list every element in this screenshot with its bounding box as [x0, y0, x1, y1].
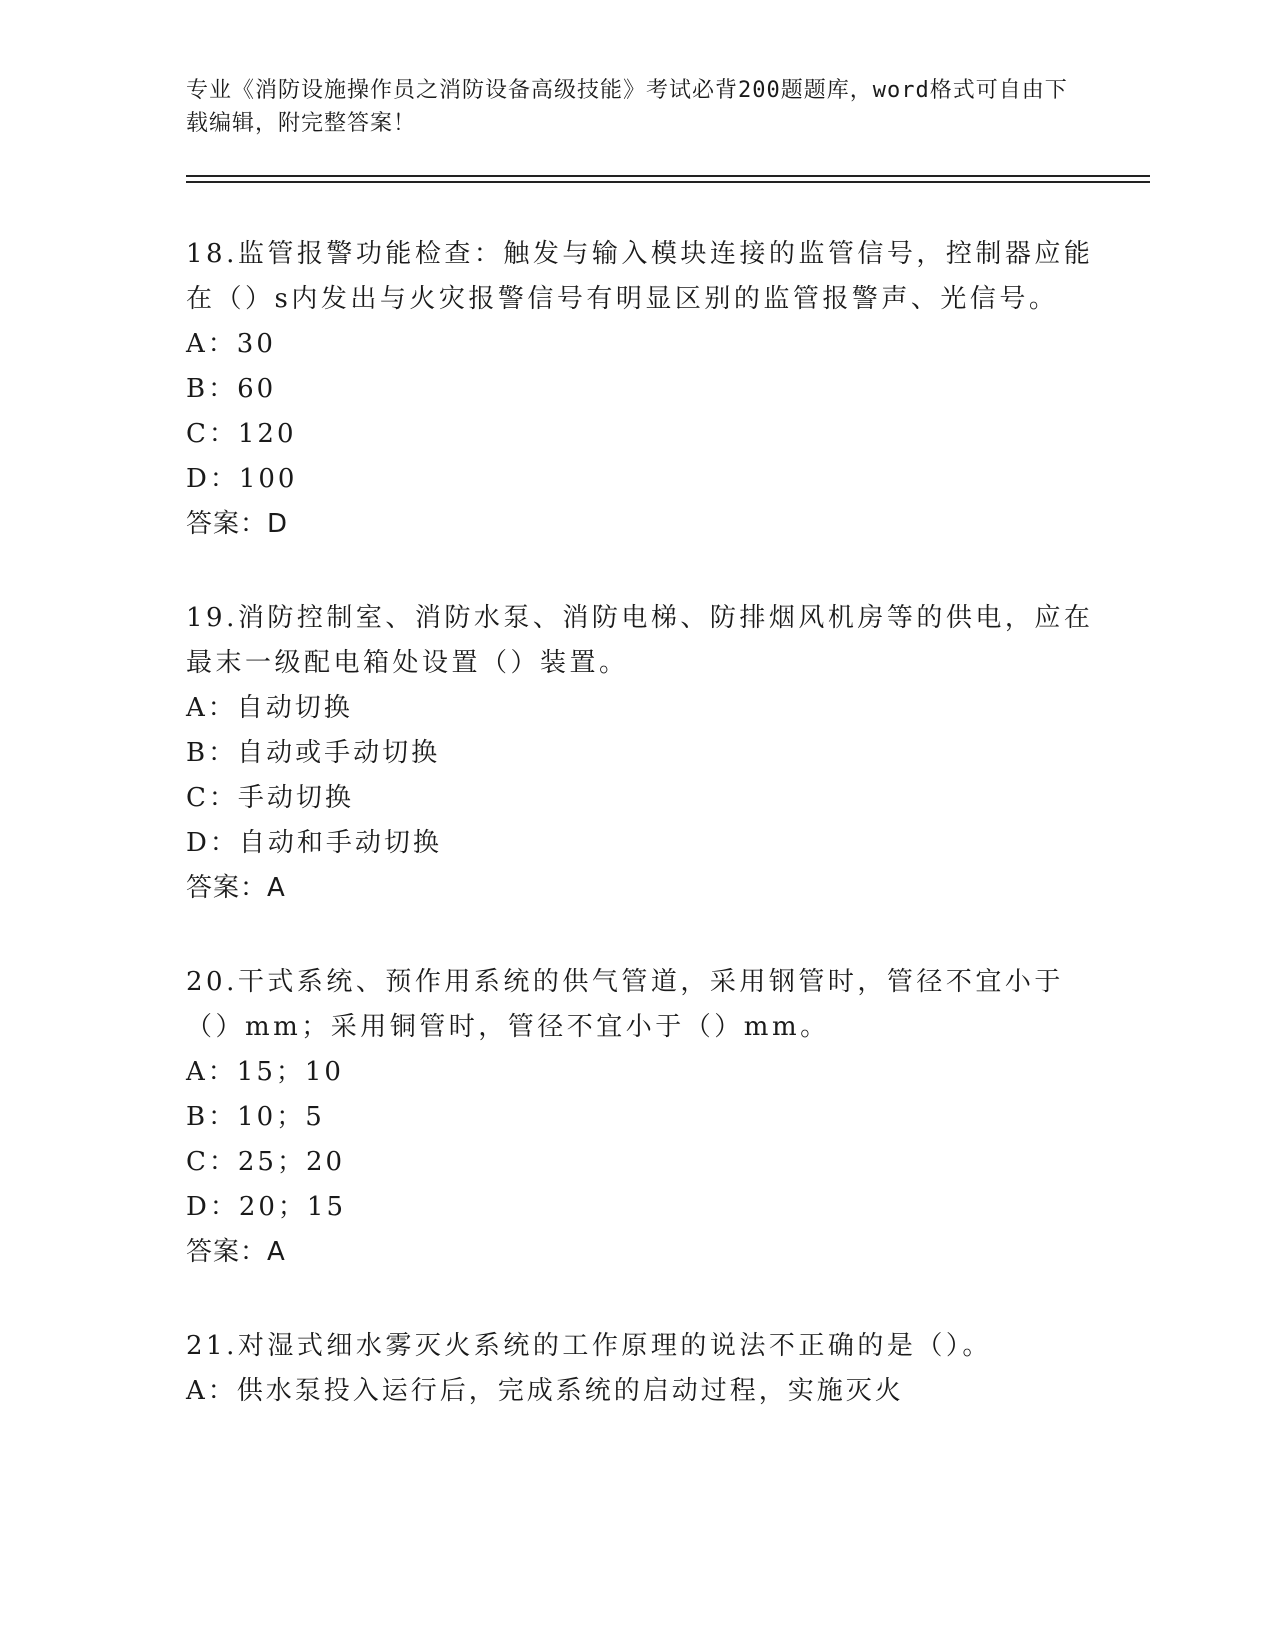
question-21 — [186, 1324, 1106, 1414]
question-18 — [186, 232, 1106, 547]
document-header: 专业《消防设施操作员之消防设备高级技能》考试必背200题题库，word格式可自由下载编辑，附完整答案！ — [186, 78, 1068, 136]
question-stem: 19.消防控制室、消防水泵、消防电梯、防排烟风机房等的供电，应在最末一级配电箱处设置（）装置。 — [186, 603, 1094, 678]
question-stem: 18.监管报警功能检查：触发与输入模块连接的监管信号，控制器应能在（）s内发出与火灾报警信号有明显区别的监管报警声、光信号。 — [186, 239, 1094, 314]
option-c: C：120 — [186, 419, 297, 449]
option-a: A：30 — [186, 329, 276, 359]
option-d: D：自动和手动切换 — [186, 828, 442, 858]
option-b: B：60 — [186, 374, 277, 404]
question-20 — [186, 960, 1106, 1275]
option-d: D：20；15 — [186, 1192, 347, 1222]
option-b: B：10；5 — [186, 1102, 325, 1132]
answer-line: 答案：A — [186, 1237, 286, 1267]
header-divider-bottom — [186, 181, 1150, 183]
option-b: B：自动或手动切换 — [186, 738, 441, 768]
question-19 — [186, 596, 1106, 911]
option-c: C：25；20 — [186, 1147, 346, 1177]
question-stem: 21.对湿式细水雾灭火系统的工作原理的说法不正确的是（）。 — [186, 1331, 992, 1361]
option-a: A：15；10 — [186, 1057, 344, 1087]
question-stem: 20.干式系统、预作用系统的供气管道，采用钢管时，管径不宜小于（）mm；采用铜管时，管径不宜小于（）mm。 — [186, 967, 1064, 1042]
answer-line: 答案：A — [186, 873, 286, 903]
answer-line: 答案：D — [186, 509, 289, 539]
option-c: C：手动切换 — [186, 783, 354, 813]
option-a: A：自动切换 — [186, 693, 353, 723]
header-divider-top — [186, 175, 1150, 177]
option-a: A：供水泵投入运行后，完成系统的启动过程，实施灭火 — [186, 1376, 904, 1406]
option-d: D：100 — [186, 464, 298, 494]
